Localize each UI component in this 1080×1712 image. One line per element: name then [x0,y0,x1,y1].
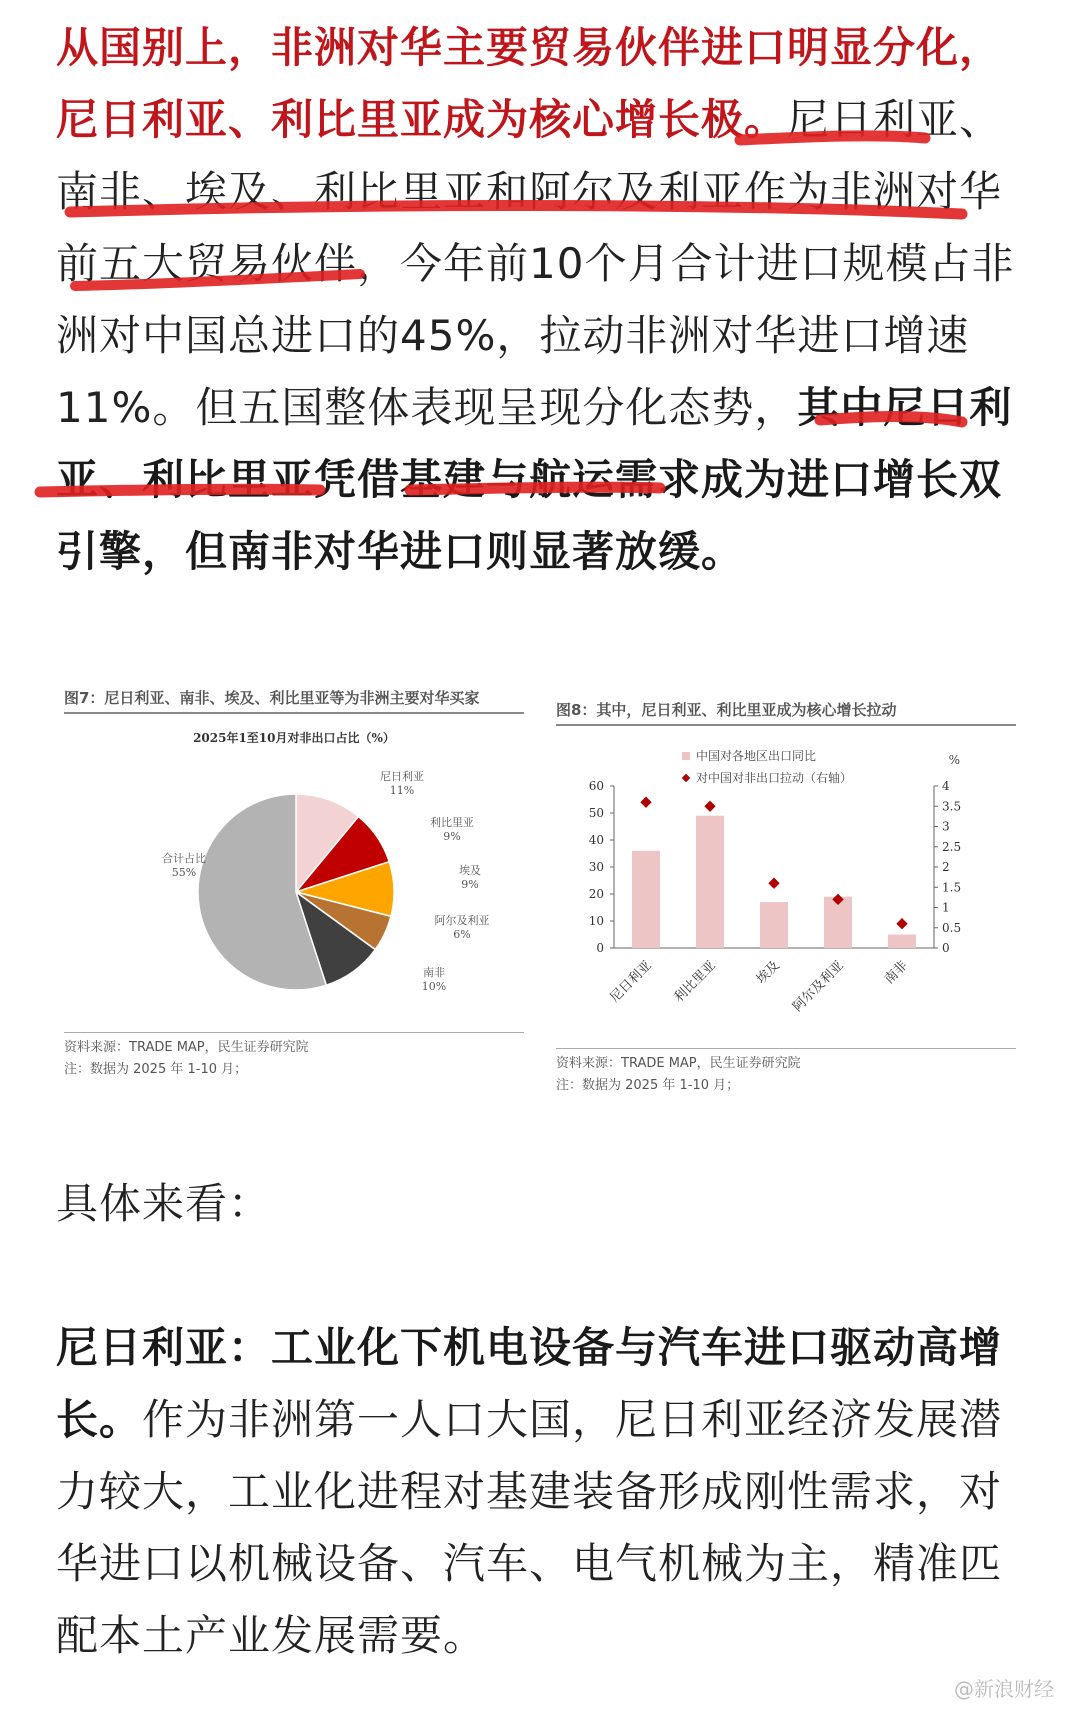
right-tick-label-8: 4 [942,779,950,793]
pie-chart-title: 2025年1至10月对非出口占比（%） [193,731,395,745]
legend-point-swatch [682,774,690,782]
figure-7 [64,688,524,1081]
category-label-5: 南非 [881,958,911,988]
right-tick-label-1: 0.5 [942,920,962,935]
right-tick-label-2: 1 [942,900,950,915]
body-text: 尼日利亚、南非、埃及、利比里亚和阿尔及利亚作为非洲对华前五大贸易伙伴，今年前10个月合计进口规模占非洲对中国总进口的45%，拉动非洲对华进口增速11%。但五国整体表现呈现分化态势， [56,95,1015,432]
right-tick-label-0: 0 [942,941,950,955]
legend-bar-label: 中国对各地区出口同比 [696,749,817,763]
right-tick-label-5: 2.5 [942,839,962,854]
figure-8-source: 资料来源：TRADE MAP，民生证券研究院 [556,1056,801,1071]
point-marker-1 [640,797,651,808]
bar-1 [632,851,660,948]
category-label-3: 埃及 [753,958,783,988]
left-tick-label-1: 10 [588,914,604,928]
pie-label-name-4: 阿尔及利亚 [434,914,490,927]
pie-chart [64,714,524,1032]
right-axis-unit: % [948,753,960,767]
conclusion-bold-text: 其中尼日利亚、利比里亚凭借基建与航运需求成为进口增长双引擎，但南非对华进口则显著放缓。 [56,383,1013,576]
pie-label-value-2: 9% [443,830,461,843]
source-watermark: @新浪财经 [954,1677,1054,1701]
left-tick-label-2: 20 [588,887,604,901]
figure-8-title: 图8：其中，尼日利亚、利比里亚成为核心增长拉动 [556,701,897,719]
pie-label-name-6: 合计占比 [162,852,206,865]
left-tick-label-5: 50 [588,806,604,820]
legend-bar-swatch [682,752,690,760]
right-tick-label-4: 2 [942,860,950,874]
left-tick-label-4: 40 [588,833,604,847]
figure-7-source: 资料来源：TRADE MAP，民生证券研究院 [64,1040,309,1055]
pie-label-name-2: 利比里亚 [430,816,474,829]
left-tick-label-3: 30 [588,860,604,874]
pie-label-value-5: 10% [421,980,447,993]
pie-label-name-1: 尼日利亚 [380,770,424,783]
figure-7-note: 注：数据为 2025 年 1-10 月； [64,1062,248,1077]
figure-8 [556,700,1016,1097]
bar-5 [888,935,916,949]
right-tick-label-6: 3 [942,819,950,834]
paragraph-nigeria [56,1312,1024,1672]
lead-highlight-text: 从国别上，非洲对华主要贸易伙伴进口明显分化，尼日利亚、利比里亚成为核心增长极。 [56,23,1003,144]
figure-8-note: 注：数据为 2025 年 1-10 月； [556,1078,740,1093]
pie-label-name-5: 南非 [423,966,445,979]
nigeria-heading-bold: 尼日利亚：工业化下机电设备与汽车进口驱动高增长。 [56,1323,1003,1444]
bar-chart [556,726,1016,1048]
pie-label-value-1: 11% [389,784,415,797]
category-label-1: 尼日利亚 [607,958,655,1006]
figure-8-bottom-rule [556,1048,1016,1049]
pie-label-value-3: 9% [461,878,479,891]
legend-point-label: 对中国对非出口拉动（右轴） [696,771,853,785]
bar-2 [696,816,724,948]
point-marker-3 [768,878,779,889]
category-label-2: 利比里亚 [671,958,719,1006]
right-tick-label-3: 1.5 [942,880,962,895]
left-tick-label-0: 0 [596,941,604,955]
point-marker-5 [896,918,907,929]
left-tick-label-6: 60 [588,779,604,793]
bar-3 [760,902,788,948]
right-tick-label-7: 3.5 [942,799,962,814]
nigeria-body-text: 作为非洲第一人口大国，尼日利亚经济发展潜力较大，工业化进程对基建装备形成刚性需求，对华进口以机械设备、汽车、电气机械为主，精准匹配本土产业发展需要。 [56,1395,1003,1660]
pie-label-value-6: 55% [171,866,197,879]
pie-label-name-3: 埃及 [459,864,481,877]
figure-7-bottom-rule [64,1032,524,1033]
section-intro: 具体来看： [56,1179,272,1228]
figure-7-title: 图7：尼日利亚、南非、埃及、利比里亚等为非洲主要对华买家 [64,689,480,707]
point-marker-2 [704,801,715,812]
paragraph-trade-partners [56,12,1024,588]
category-label-4: 阿尔及利亚 [790,958,847,1015]
pie-label-value-4: 6% [453,928,471,941]
